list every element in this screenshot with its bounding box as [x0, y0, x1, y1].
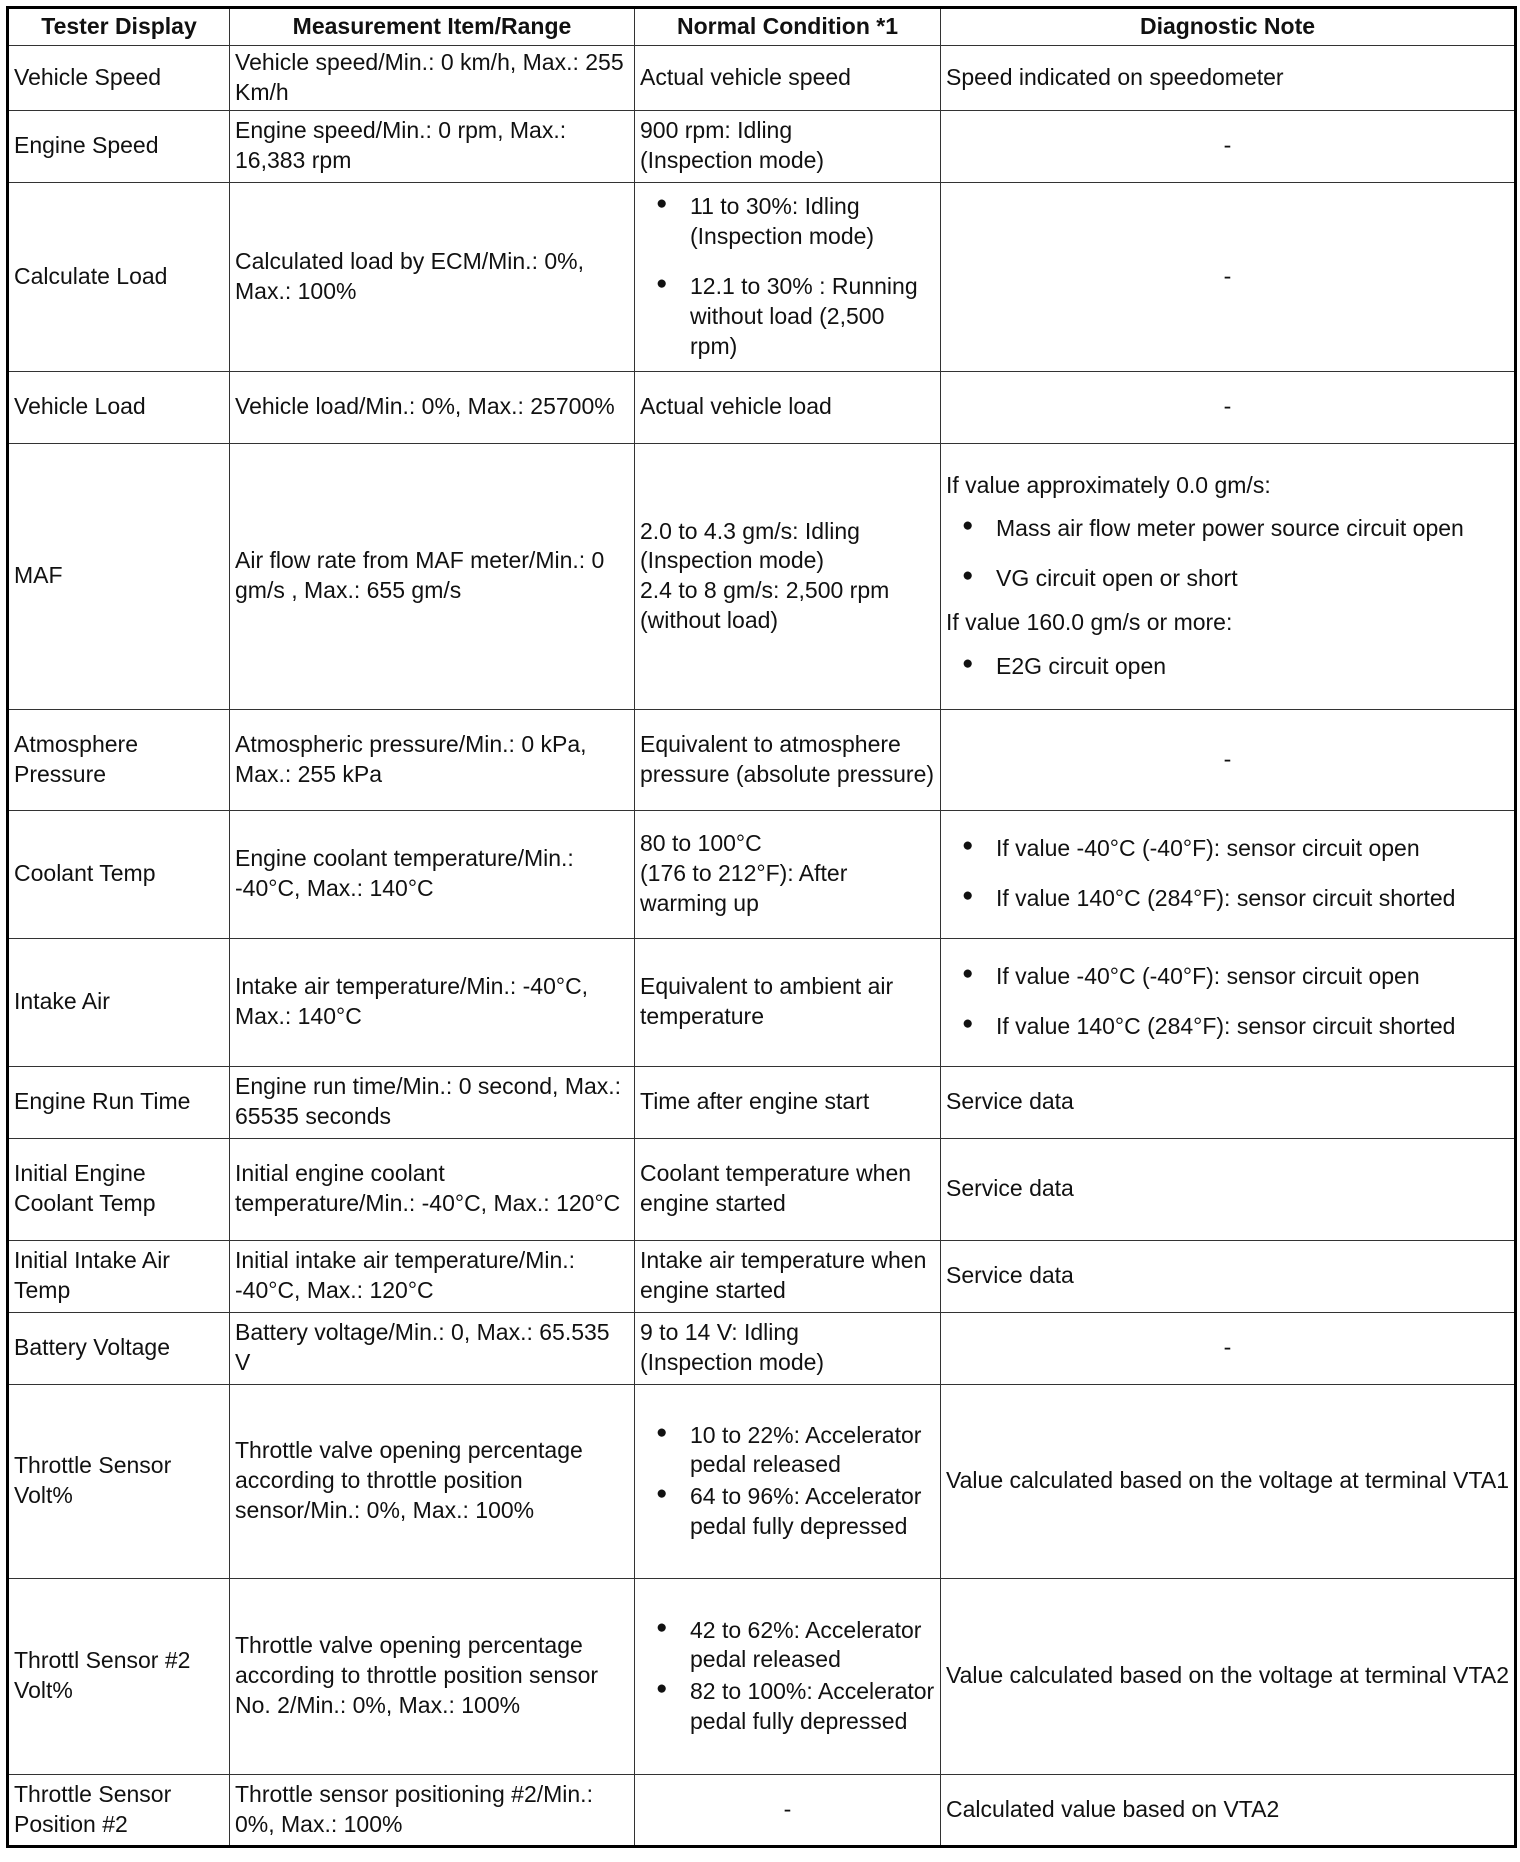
cell-tester-display: Throttle Sensor Volt%	[8, 1384, 230, 1578]
cell-tester-display: Initial Engine Coolant Temp	[8, 1138, 230, 1240]
normal-bullet-list	[640, 1421, 935, 1543]
cell-diagnostic-note: Speed indicated on speedometer	[941, 46, 1516, 111]
normal-line: (Inspection mode)	[640, 1349, 825, 1376]
header-row	[8, 8, 1516, 46]
header-tester-display: Tester Display	[8, 8, 230, 46]
table-row	[8, 1240, 1516, 1312]
table-row	[8, 938, 1516, 1066]
cell-normal-condition: Actual vehicle speed	[635, 46, 941, 111]
cell-normal-condition: Actual vehicle load	[635, 371, 941, 443]
cell-diagnostic-note: -	[941, 371, 1516, 443]
note-bullet: ● Mass air flow meter power source circuit open	[946, 514, 1509, 544]
cell-measurement-range: Initial intake air temperature/Min.: -40°C, Max.: 120°C	[230, 1240, 635, 1312]
table-row	[8, 1774, 1516, 1846]
cell-diagnostic-note: -	[941, 709, 1516, 810]
cell-tester-display: Vehicle Load	[8, 371, 230, 443]
table-row	[8, 1384, 1516, 1578]
table-row	[8, 1578, 1516, 1774]
cell-measurement-range: Vehicle speed/Min.: 0 km/h, Max.: 255 Km/h	[230, 46, 635, 111]
cell-tester-display: Vehicle Speed	[8, 46, 230, 111]
normal-bullet-list	[640, 192, 935, 361]
cell-measurement-range: Initial engine coolant temperature/Min.: -40°C, Max.: 120°C	[230, 1138, 635, 1240]
cell-measurement-range: Throttle sensor positioning #2/Min.: 0%, Max.: 100%	[230, 1774, 635, 1846]
cell-measurement-range: Engine speed/Min.: 0 rpm, Max.: 16,383 rpm	[230, 110, 635, 182]
note-bullet-list	[946, 652, 1509, 682]
cell-normal-condition: Equivalent to atmosphere pressure (absolute pressure)	[635, 709, 941, 810]
cell-normal-condition	[635, 1384, 941, 1578]
note-bullet-list	[946, 514, 1509, 594]
cell-normal-condition: Time after engine start	[635, 1066, 941, 1138]
table-row	[8, 110, 1516, 182]
cell-tester-display: Throttle Sensor Position #2	[8, 1774, 230, 1846]
cell-measurement-range: Air flow rate from MAF meter/Min.: 0 gm/s , Max.: 655 gm/s	[230, 443, 635, 709]
note-bullet: ● If value -40°C (-40°F): sensor circuit open	[946, 962, 1509, 992]
normal-bullet: ● 82 to 100%: Accelerator pedal fully depressed	[640, 1677, 935, 1737]
cell-tester-display: Battery Voltage	[8, 1312, 230, 1384]
cell-measurement-range: Throttle valve opening percentage according to throttle position sensor No. 2/Min.: 0%, Max.: 100%	[230, 1578, 635, 1774]
cell-diagnostic-note: Calculated value based on VTA2	[941, 1774, 1516, 1846]
note-bullet-list	[946, 834, 1509, 914]
normal-line: (Inspection mode)	[640, 147, 825, 174]
normal-line: 9 to 14 V: Idling	[640, 1319, 799, 1346]
cell-normal-condition	[635, 182, 941, 371]
note-bullet: ● VG circuit open or short	[946, 564, 1509, 594]
cell-diagnostic-note	[941, 938, 1516, 1066]
cell-normal-condition: -	[635, 1774, 941, 1846]
cell-tester-display: Engine Run Time	[8, 1066, 230, 1138]
cell-measurement-range: Engine coolant temperature/Min.: -40°C, Max.: 140°C	[230, 810, 635, 938]
table-row	[8, 1138, 1516, 1240]
note-bullet: ● E2G circuit open	[946, 652, 1509, 682]
note-intro: If value 160.0 gm/s or more:	[946, 609, 1233, 636]
normal-bullet: ● 10 to 22%: Accelerator pedal released	[640, 1421, 935, 1481]
normal-bullet: ● 64 to 96%: Accelerator pedal fully depressed	[640, 1482, 935, 1542]
normal-bullet: ● 42 to 62%: Accelerator pedal released	[640, 1616, 935, 1676]
page	[6, 6, 1514, 1848]
cell-measurement-range: Throttle valve opening percentage according to throttle position sensor/Min.: 0%, Max.: 100%	[230, 1384, 635, 1578]
data-list-table	[6, 6, 1517, 1848]
cell-tester-display: Coolant Temp	[8, 810, 230, 938]
header-normal-condition: Normal Condition *1	[635, 8, 941, 46]
cell-normal-condition: Intake air temperature when engine started	[635, 1240, 941, 1312]
table-row	[8, 182, 1516, 371]
note-intro: If value approximately 0.0 gm/s:	[946, 471, 1271, 498]
normal-line: 900 rpm: Idling	[640, 117, 793, 144]
note-bullet-list	[946, 962, 1509, 1042]
cell-measurement-range: Vehicle load/Min.: 0%, Max.: 25700%	[230, 371, 635, 443]
table-row	[8, 1312, 1516, 1384]
cell-tester-display: Intake Air	[8, 938, 230, 1066]
cell-diagnostic-note: Value calculated based on the voltage at terminal VTA2	[941, 1578, 1516, 1774]
cell-normal-condition	[635, 810, 941, 938]
note-block	[946, 467, 1509, 686]
cell-measurement-range: Atmospheric pressure/Min.: 0 kPa, Max.: 255 kPa	[230, 709, 635, 810]
table-row	[8, 443, 1516, 709]
cell-diagnostic-note	[941, 810, 1516, 938]
cell-tester-display: Calculate Load	[8, 182, 230, 371]
cell-diagnostic-note: Service data	[941, 1138, 1516, 1240]
cell-normal-condition	[635, 443, 941, 709]
note-bullet: ● If value -40°C (-40°F): sensor circuit open	[946, 834, 1509, 864]
cell-normal-condition: Coolant temperature when engine started	[635, 1138, 941, 1240]
cell-tester-display: Atmosphere Pressure	[8, 709, 230, 810]
table-row	[8, 1066, 1516, 1138]
header-measurement-item-range: Measurement Item/Range	[230, 8, 635, 46]
normal-line: (176 to 212°F): After warming up	[640, 860, 848, 917]
cell-tester-display: MAF	[8, 443, 230, 709]
normal-line: (Inspection mode)	[640, 547, 825, 574]
table-row	[8, 46, 1516, 111]
normal-line: 2.0 to 4.3 gm/s: Idling	[640, 517, 860, 544]
table-row	[8, 810, 1516, 938]
table-row	[8, 709, 1516, 810]
header-diagnostic-note: Diagnostic Note	[941, 8, 1516, 46]
cell-normal-condition: Equivalent to ambient air temperature	[635, 938, 941, 1066]
table-row	[8, 371, 1516, 443]
cell-measurement-range: Engine run time/Min.: 0 second, Max.: 65535 seconds	[230, 1066, 635, 1138]
cell-tester-display: Throttl Sensor #2 Volt%	[8, 1578, 230, 1774]
cell-normal-condition	[635, 1578, 941, 1774]
cell-measurement-range: Calculated load by ECM/Min.: 0%, Max.: 100%	[230, 182, 635, 371]
cell-diagnostic-note: Service data	[941, 1240, 1516, 1312]
cell-normal-condition	[635, 110, 941, 182]
normal-bullet: ● 11 to 30%: Idling (Inspection mode)	[640, 192, 935, 252]
note-bullet: ● If value 140°C (284°F): sensor circuit shorted	[946, 1012, 1509, 1042]
normal-bullet: ● 12.1 to 30% : Running without load (2,500 rpm)	[640, 272, 935, 362]
cell-diagnostic-note: Service data	[941, 1066, 1516, 1138]
normal-line: 2.4 to 8 gm/s: 2,500 rpm	[640, 577, 890, 604]
normal-line: 80 to 100°C	[640, 830, 762, 857]
cell-measurement-range: Intake air temperature/Min.: -40°C, Max.: 140°C	[230, 938, 635, 1066]
cell-normal-condition	[635, 1312, 941, 1384]
cell-diagnostic-note: Value calculated based on the voltage at terminal VTA1	[941, 1384, 1516, 1578]
cell-diagnostic-note: -	[941, 182, 1516, 371]
normal-bullet-list	[640, 1616, 935, 1738]
normal-line: (without load)	[640, 607, 779, 634]
cell-diagnostic-note: -	[941, 1312, 1516, 1384]
cell-diagnostic-note: -	[941, 110, 1516, 182]
note-bullet: ● If value 140°C (284°F): sensor circuit shorted	[946, 884, 1509, 914]
cell-diagnostic-note	[941, 443, 1516, 709]
cell-tester-display: Engine Speed	[8, 110, 230, 182]
cell-tester-display: Initial Intake Air Temp	[8, 1240, 230, 1312]
cell-measurement-range: Battery voltage/Min.: 0, Max.: 65.535 V	[230, 1312, 635, 1384]
